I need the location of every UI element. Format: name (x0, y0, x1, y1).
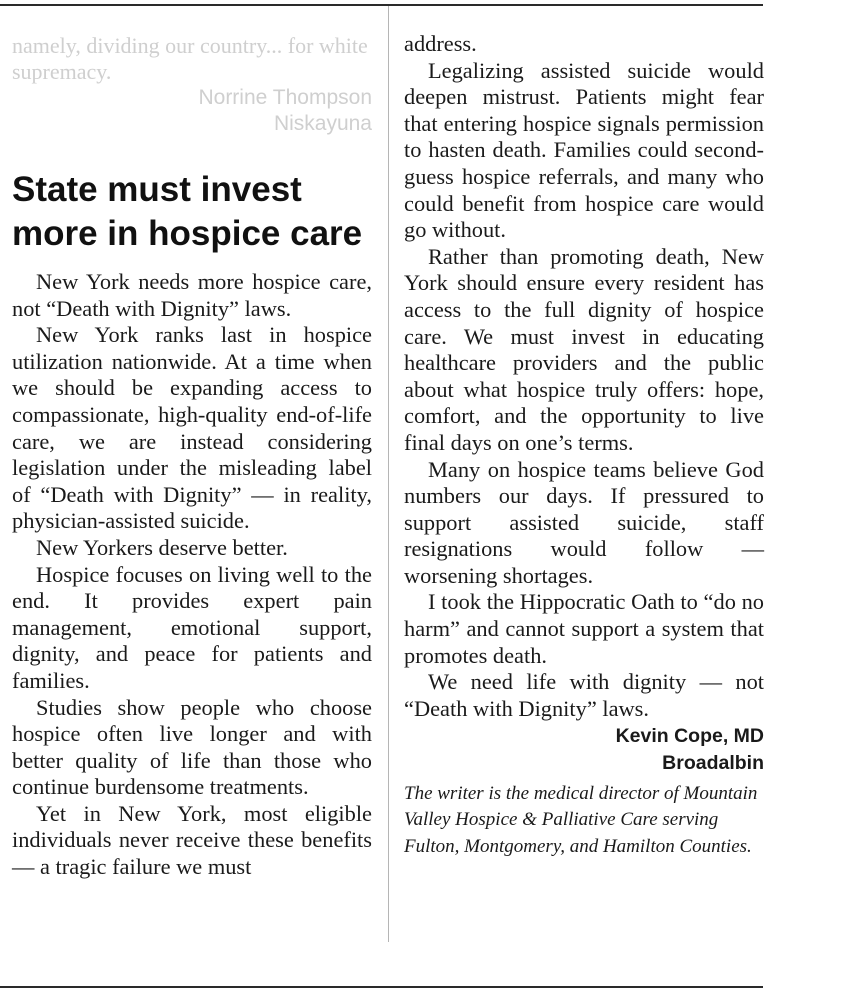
paragraph: Rather than promoting death, New York should ensure every resident has access to the full dignity of hospice care. We must invest in educating healthcare providers and the public about what hospice truly offers: hope, comfort, and the opportunity to live final days on one’s terms. (404, 243, 764, 455)
paragraph: We need life with dignity — not “Death with Dignity” laws. (404, 669, 764, 721)
paragraph: I took the Hippocratic Oath to “do no harm” and cannot support a system that promotes death. (404, 589, 764, 668)
previous-letter-fragment (12, 33, 372, 137)
paragraph: Hospice focuses on living well to the end. It provides expert pain management, emotional support, dignity, and peace for patients and families. (12, 561, 372, 693)
author-location: Broadalbin (662, 752, 764, 775)
paragraph: Studies show people who choose hospice often live longer and with better quality of life than those who continue burdensome treatments. (12, 694, 372, 800)
article-column-1 (12, 269, 372, 881)
bottom-rule (0, 986, 763, 988)
paragraph: Yet in New York, most eligible individuals never receive these benefits — a tragic failure we must (12, 800, 372, 880)
paragraph: New Yorkers deserve better. (36, 534, 288, 560)
article-column-2 (404, 31, 764, 861)
author-name: Kevin Cope, MD (615, 725, 764, 748)
previous-letter-author: Norrine Thompson (198, 86, 372, 109)
previous-letter-text: namely, dividing our country... for white supremacy. (12, 33, 368, 84)
paragraph: Many on hospice teams believe God numbers our days. If pressured to support assisted suicide, staff resignations would follow — worsening shortages. (404, 456, 764, 588)
author-signature (404, 723, 764, 776)
article-headline: State must invest more in hospice care (12, 170, 363, 253)
paragraph-continuation: address. (404, 31, 477, 56)
author-bio: The writer is the medical director of Mountain Valley Hospice & Palliative Care serving Fulton, Montgomery, and Hamilton Counties. (404, 782, 758, 858)
top-rule (0, 4, 763, 6)
paragraph: New York needs more hospice care, not “Death with Dignity” laws. (12, 269, 372, 321)
previous-letter-location: Niskayuna (273, 112, 372, 135)
paragraph: Legalizing assisted suicide would deepen mistrust. Patients might fear that entering hospice signals permission to hasten death. Families could second-guess hospice referrals, and many who could benefit from hospice care would go without. (404, 57, 764, 243)
column-divider (388, 6, 389, 942)
paragraph: New York ranks last in hospice utilization nationwide. At a time when we should be expanding access to compassionate, high-quality end-of-life care, we are instead considering legislation under the misleading label of “Death with Dignity” — in reality, physician-assisted suicide. (12, 322, 372, 534)
